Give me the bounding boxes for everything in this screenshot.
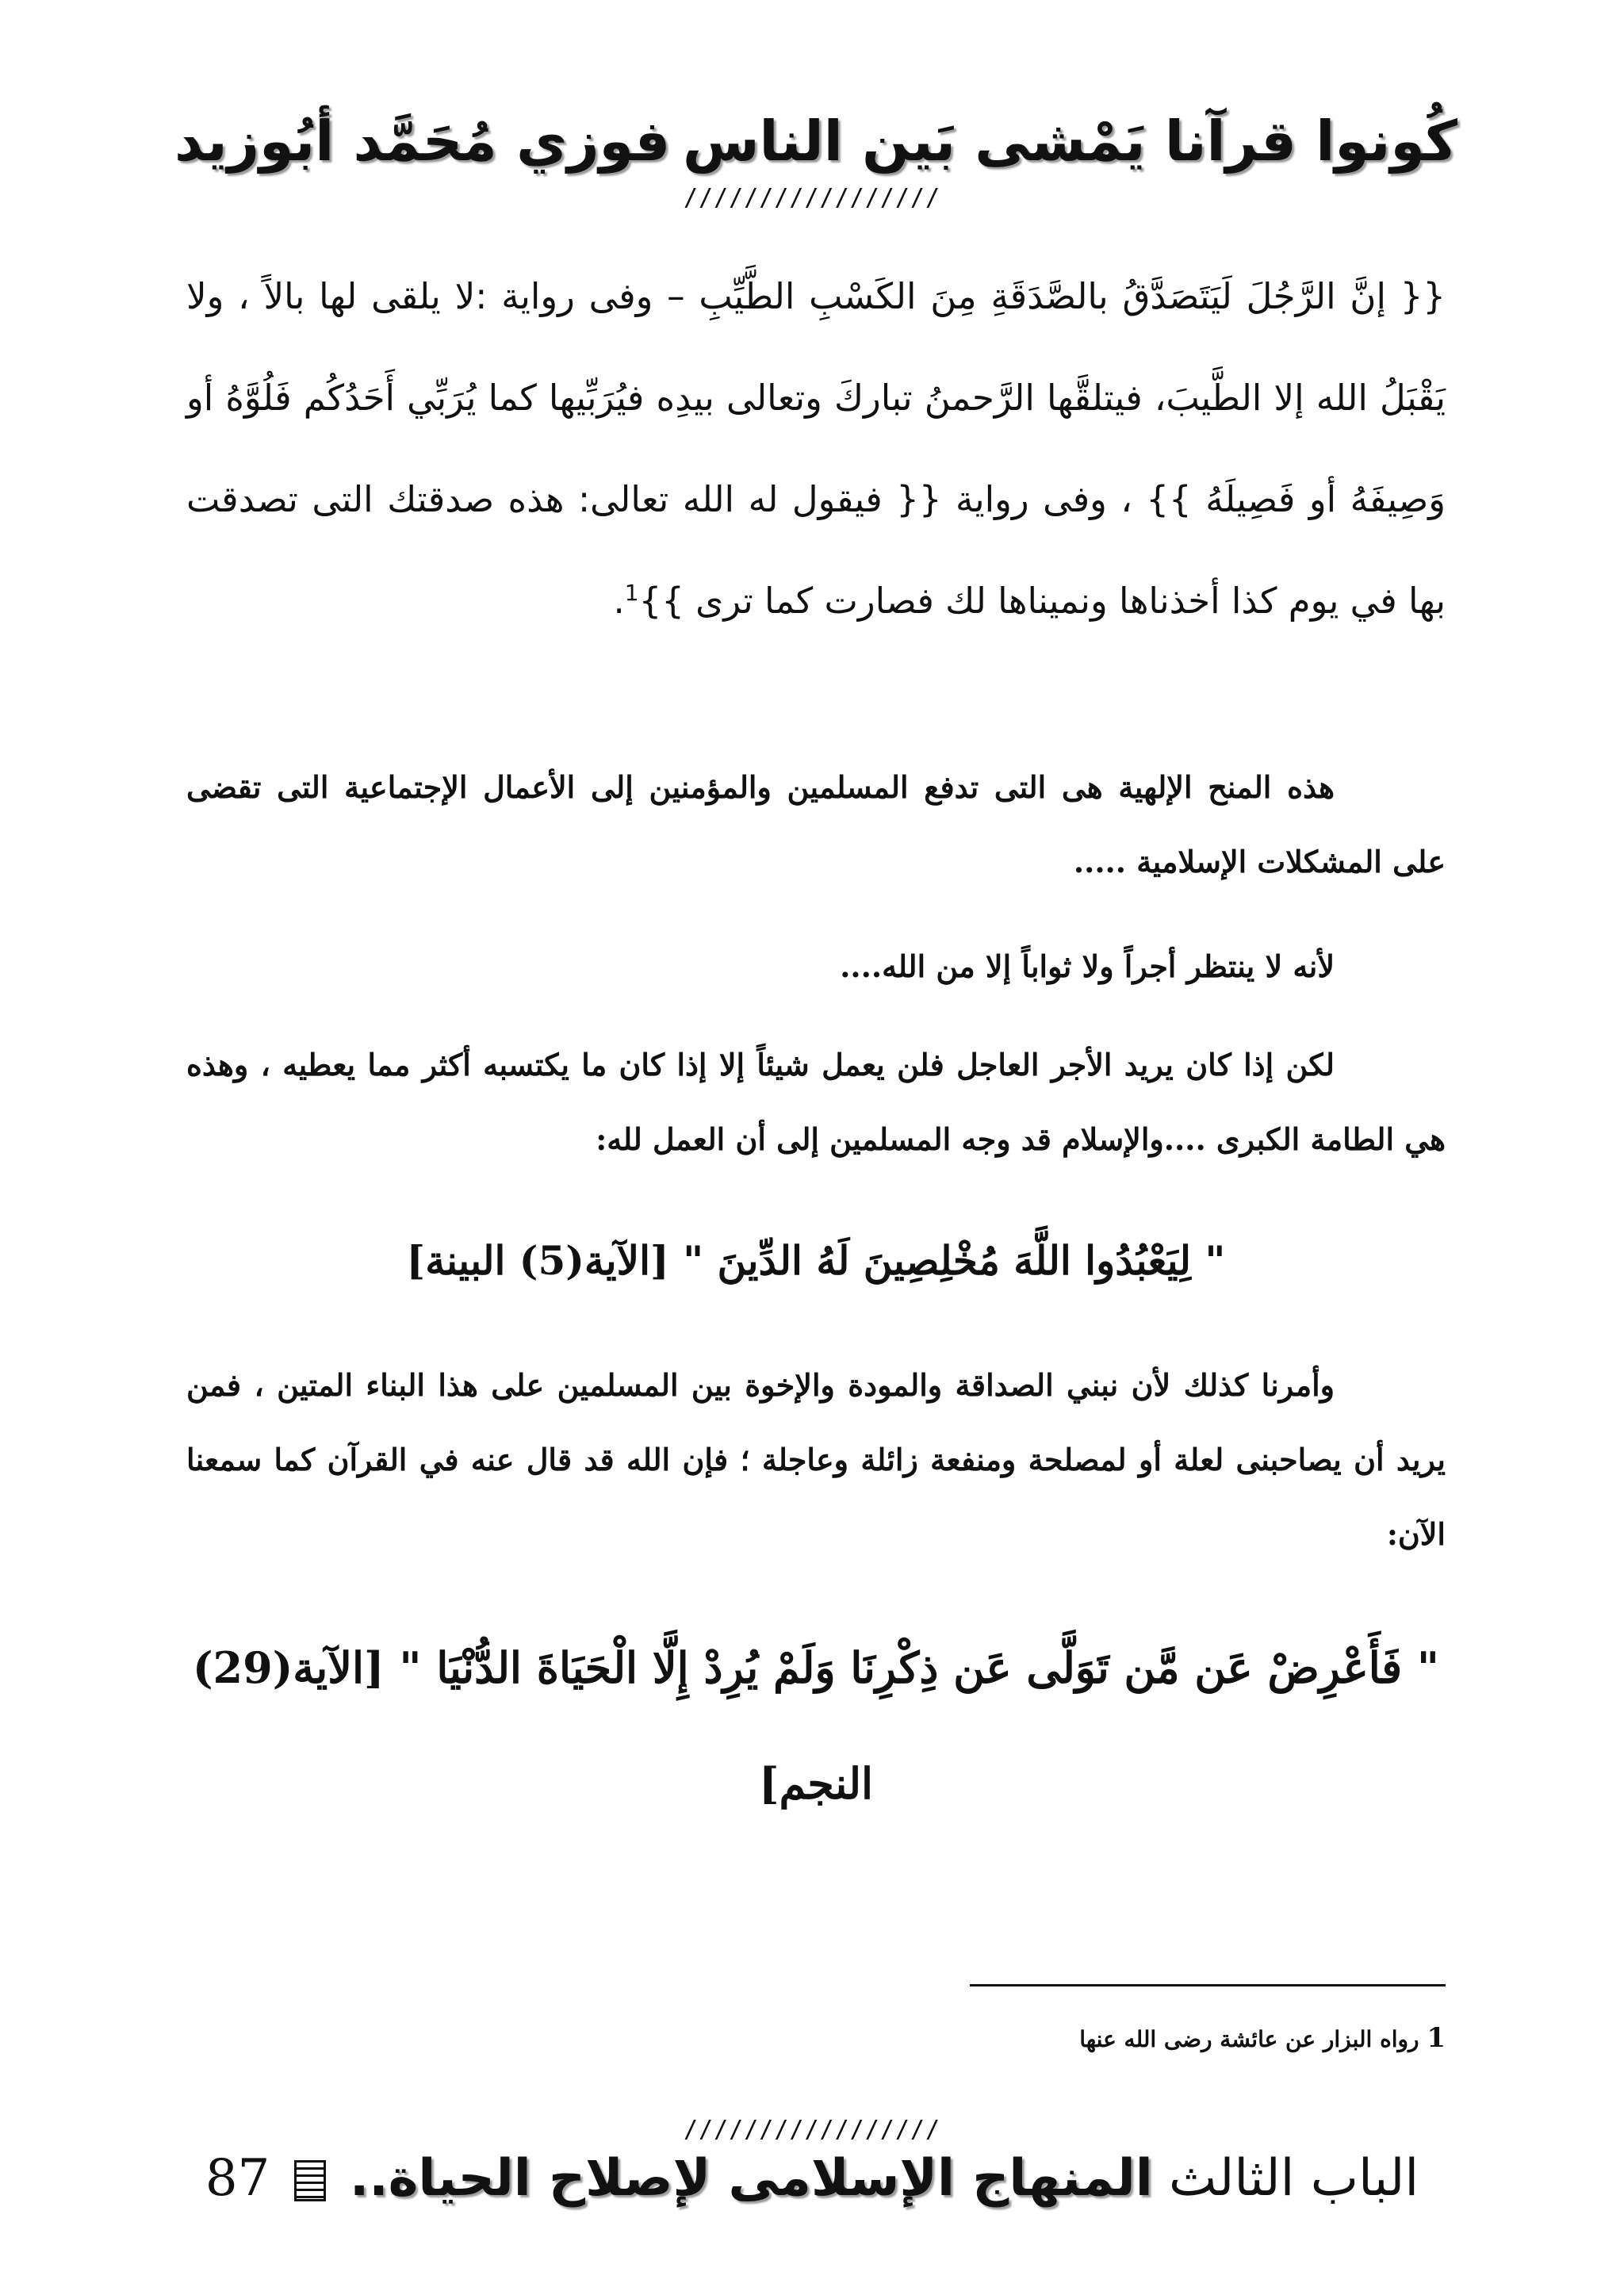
book-icon xyxy=(294,2160,326,2201)
page-header xyxy=(174,94,1457,189)
paragraph-4: وأمرنا كذلك لأن نبني الصداقة والمودة والإخوة بين المسلمين على هذا البناء المتين ، فمن يريد أن يصاحبنى لعلة أو لمصلحة ومنفعة زائلة وعاجلة ؛ فإن الله قد قال عنه في القرآن كما سمعنا الآن: xyxy=(186,1367,1446,1552)
hadith-body: {{ إنَّ الرَّجُلَ لَيَتَصَدَّقُ بالصَّدَقَةِ مِنَ الكَسْبِ الطَّيِّبِ – وفى رواية :لا يلقى لها بالاً ، ولا يَقْبَلُ الله إلا الطَّيبَ، فيتلقَّها الرَّحمنُ تباركَ وتعالى بيدِه فيُرَبِّيها كما يُرَبِّي أَحَدُكُم فَلُوَّهُ أو وَصِيفَهُ أو فَصِيلَهُ }} ، وفى رواية {{ فيقول له الله تعالى: هذه صدقتك التى تصدقت بها في يوم كذا أخذناها ونميناها لك فصارت كما ترى }} xyxy=(186,275,1446,622)
footnote-number: 1 xyxy=(1427,2022,1446,2054)
footnote xyxy=(186,2022,1446,2054)
quran-verse-2: " فَأَعْرِضْ عَن مَّن تَوَلَّى عَن ذِكْرِنَا وَلَمْ يُرِدْ إِلَّا الْحَيَاةَ الدُّنْيَا " [الآية(29) النجم] xyxy=(192,1642,1439,1809)
page-number: 87 xyxy=(205,2149,270,2208)
chapter-label: الباب الثالث xyxy=(1168,2149,1419,2208)
paragraph-1: هذه المنح الإلهية هى التى تدفع المسلمين والمؤمنين إلى الأعمال الإجتماعية التى تقضى على المشكلات الإسلامية ..... xyxy=(186,769,1446,879)
chapter-title: المنهاج الإسلامى لإصلاح الحياة.. xyxy=(350,2149,1153,2208)
book-title: كُونوا قرآنا يَمْشى بَين الناس xyxy=(682,109,1457,174)
hadith-text xyxy=(186,246,1446,652)
header-separator: ///////////////// xyxy=(683,184,941,212)
footnote-text: رواه البزار عن عائشة رضى الله عنها xyxy=(1079,2026,1419,2052)
footnote-divider xyxy=(970,1984,1446,1986)
footer-separator: ///////////////// xyxy=(683,2116,941,2144)
paragraph-2: لأنه لا ينتظر أجراً ولا ثواباً إلا من الله.... xyxy=(840,948,1335,984)
paragraph-3: لكن إذا كان يريد الأجر العاجل فلن يعمل شيئاً إلا إذا كان ما يكتسبه أكثر مما يعطيه ، وهذه هي الطامة الكبرى ....والإسلام قد وجه المسلمين إلى أن العمل لله: xyxy=(186,1047,1446,1157)
author-name: فوزي مُحَمَّد أبُوزيد xyxy=(174,109,671,174)
footnote-reference: 1 xyxy=(624,580,639,606)
page-footer xyxy=(0,2149,1624,2208)
hadith-end: . xyxy=(613,580,625,622)
quran-verse-1: " لِيَعْبُدُوا اللَّهَ مُخْلِصِينَ لَهُ الدِّينَ " [الآية(5) البينة] xyxy=(406,1237,1226,1284)
